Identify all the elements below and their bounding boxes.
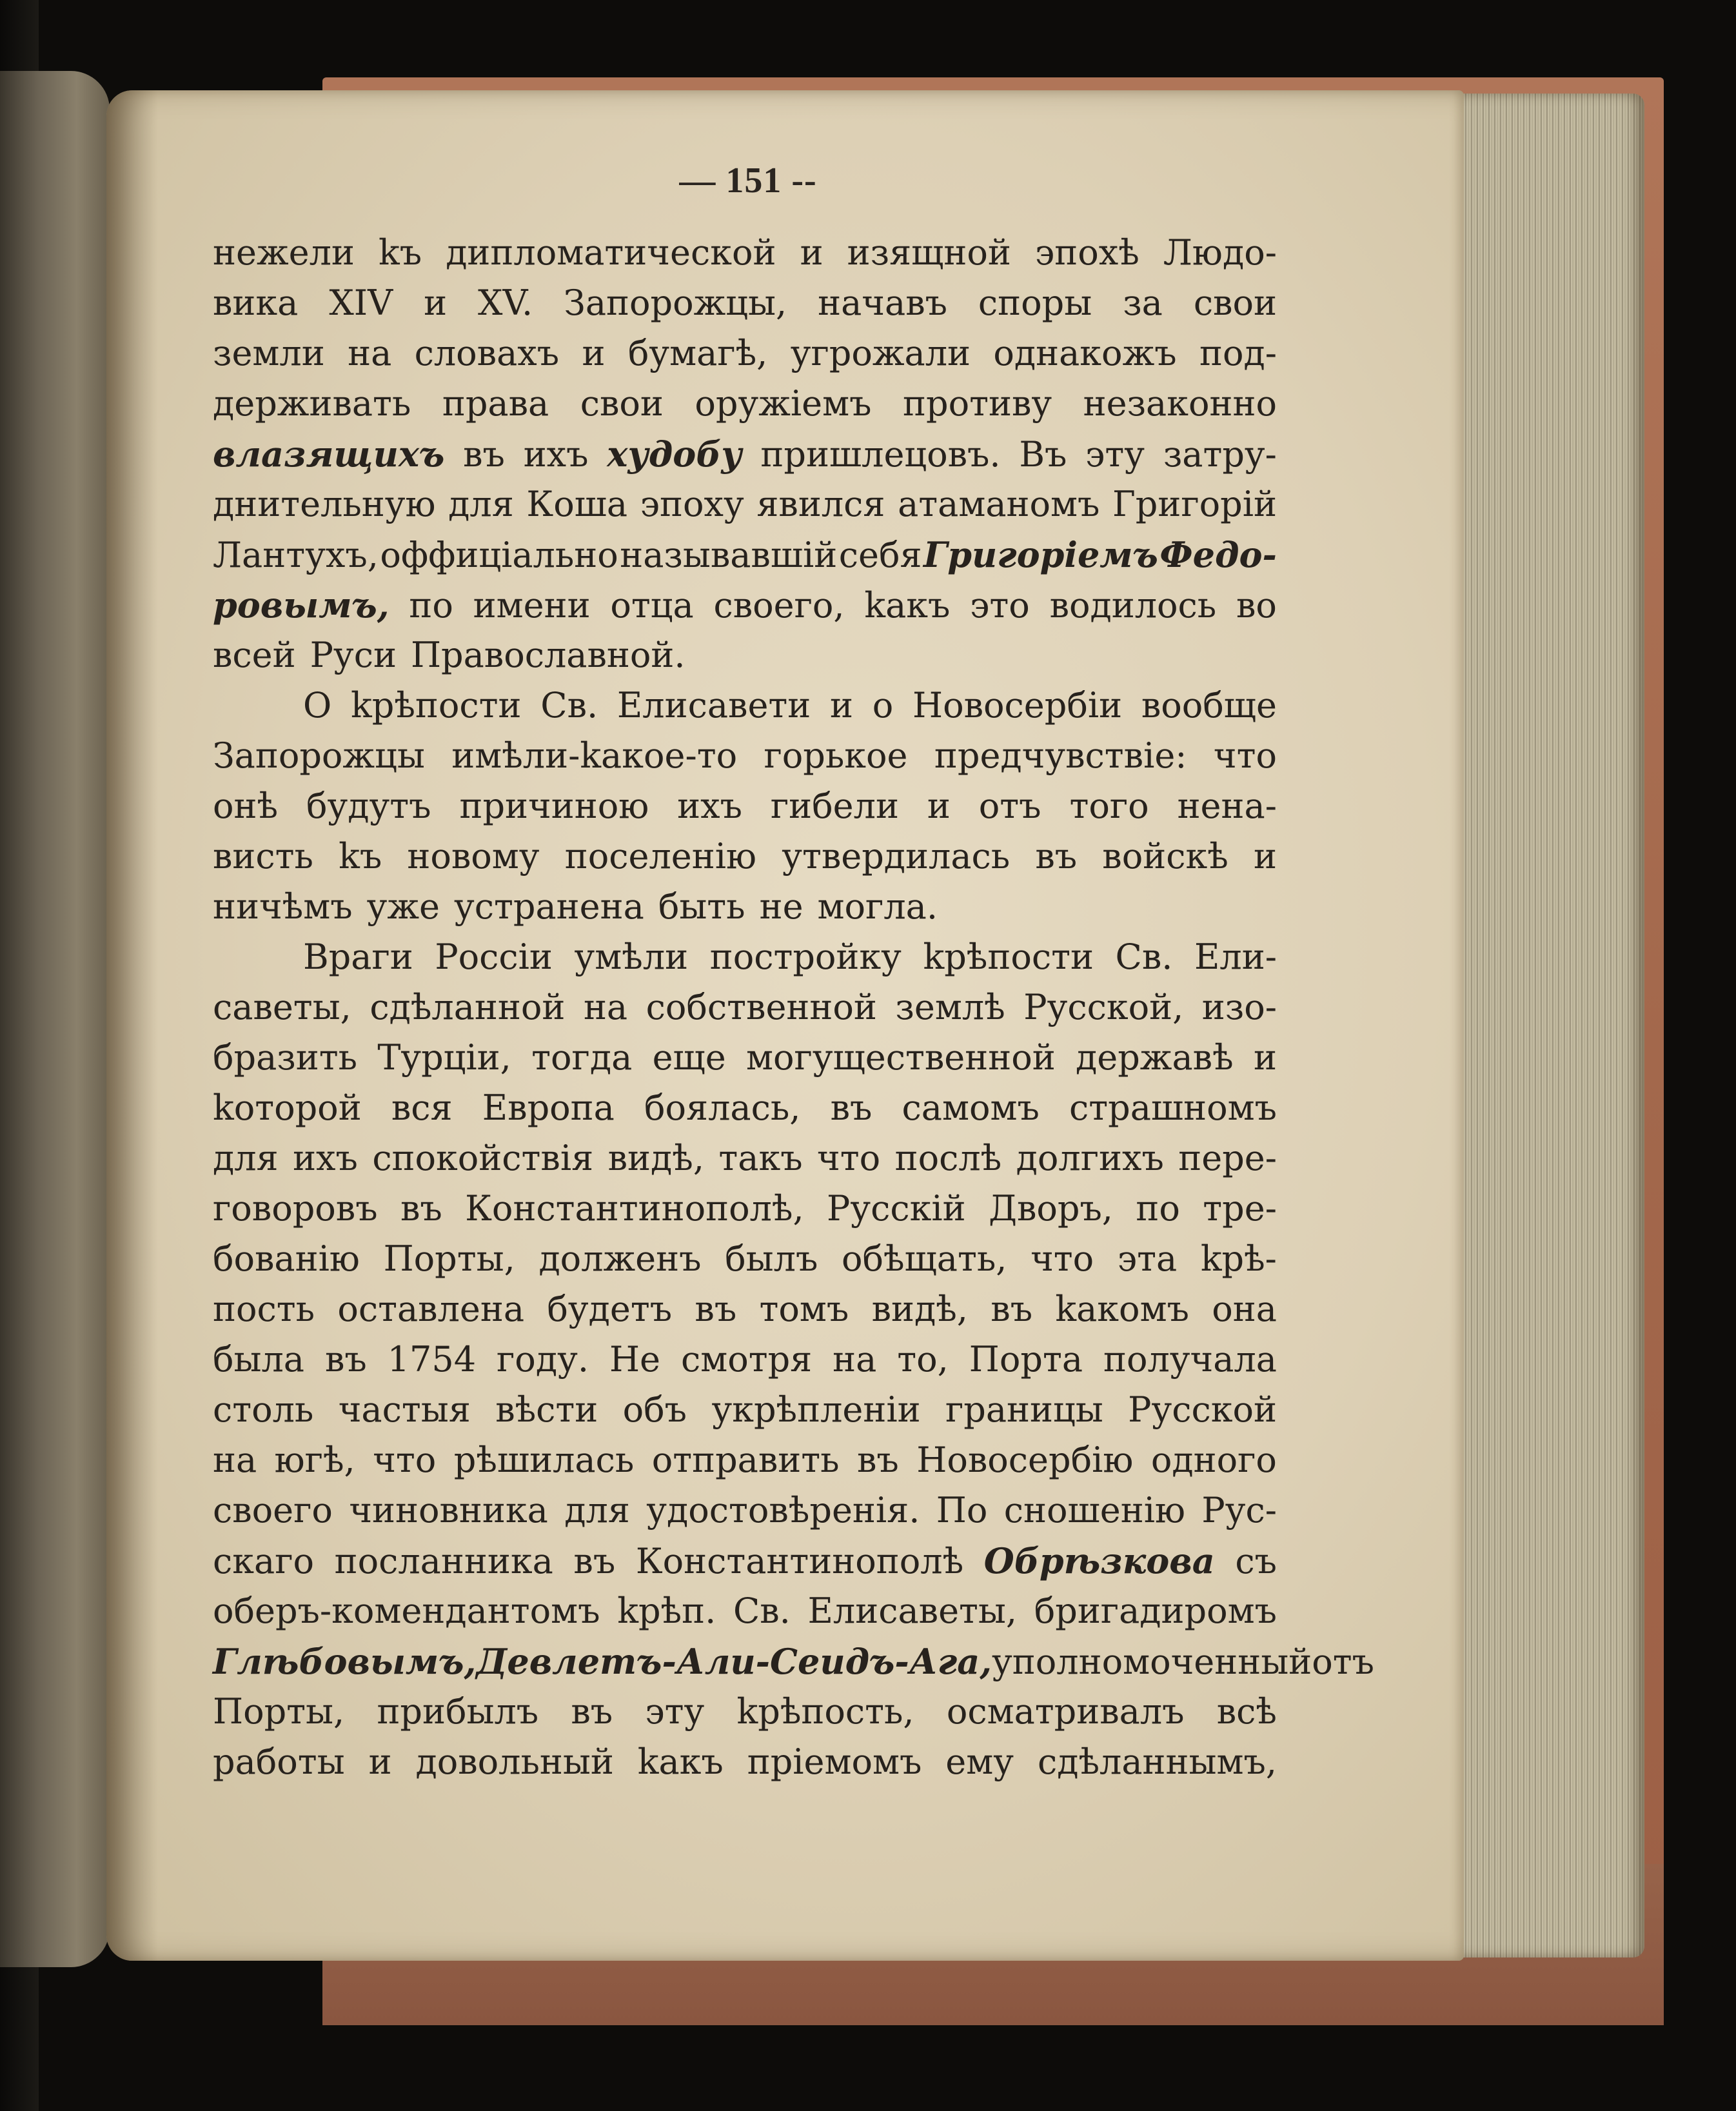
page-number: — 151 -- — [679, 161, 817, 201]
word: Новосербіи — [912, 685, 1123, 726]
word: Григоріемъ — [923, 534, 1158, 575]
word: отъ — [1312, 1641, 1374, 1682]
text-line — [213, 232, 1277, 282]
word: бригадиромъ — [1034, 1591, 1277, 1631]
word: и — [927, 786, 951, 826]
word: влазящихъ — [213, 433, 445, 475]
text-line — [213, 685, 1277, 735]
word: Людо- — [1163, 232, 1277, 273]
word: страшномъ — [1069, 1087, 1277, 1128]
text-line — [213, 333, 1277, 383]
word: видѣ, — [871, 1289, 968, 1329]
left-facing-page-edge — [0, 71, 110, 1967]
word: нежели — [213, 232, 355, 273]
word: и — [368, 1741, 392, 1782]
word: ему — [945, 1741, 1014, 1782]
word: поселенію — [564, 836, 757, 877]
text-line — [213, 937, 1277, 987]
word: kакъ — [864, 585, 951, 626]
word: висть — [213, 836, 313, 877]
word: днительную — [213, 484, 436, 524]
word: для — [448, 484, 514, 524]
word: своего, — [713, 585, 845, 626]
word: боялась, — [644, 1087, 801, 1128]
word: войскѣ — [1102, 836, 1228, 877]
page-block-fore-edge — [1451, 94, 1644, 1957]
word: Св. — [1115, 937, 1173, 977]
word: бованію — [213, 1238, 360, 1279]
text-line — [213, 1087, 1277, 1138]
word: отъ — [978, 786, 1041, 826]
word: о — [872, 685, 894, 726]
word: долгихъ — [1016, 1138, 1164, 1178]
word: пріемомъ — [747, 1741, 922, 1782]
word: саветы, — [213, 987, 351, 1027]
word: бразить — [213, 1037, 357, 1078]
word: Дворъ, — [989, 1188, 1113, 1229]
word: это — [970, 585, 1030, 626]
body-text — [213, 232, 1374, 1792]
text-line — [213, 1741, 1277, 1792]
word: говоровъ — [213, 1188, 378, 1229]
word: Коша — [526, 484, 628, 524]
word: оружіемъ — [695, 383, 872, 424]
word: и — [800, 232, 824, 273]
word: по — [1136, 1188, 1180, 1229]
word: kакомъ — [1055, 1289, 1189, 1329]
word: на — [348, 333, 392, 373]
word: незаконно — [1083, 383, 1277, 424]
word: Не — [609, 1339, 661, 1380]
word: умѣли — [574, 937, 689, 977]
word: что — [1213, 735, 1277, 776]
word: О — [303, 685, 332, 726]
word: Русскій — [827, 1188, 966, 1229]
word: пость — [213, 1289, 315, 1329]
text-line — [213, 987, 1277, 1037]
word: удостовѣренія. — [646, 1490, 920, 1531]
word: Порта — [969, 1339, 1083, 1380]
word: себя — [838, 535, 922, 575]
word: спокойствія — [372, 1138, 594, 1178]
word: былъ — [725, 1238, 818, 1279]
word: посланника — [334, 1541, 553, 1581]
word: kрѣпости — [351, 685, 522, 726]
word: ихъ — [523, 434, 589, 475]
word: права — [442, 383, 549, 424]
word: противу — [903, 383, 1052, 424]
word: ничѣмъ — [213, 886, 353, 927]
word: держивать — [213, 383, 411, 424]
word: будутъ — [306, 786, 431, 826]
word: пере- — [1178, 1138, 1277, 1178]
word: предчувствіе: — [934, 735, 1187, 776]
word: въ — [573, 1541, 616, 1581]
word: въ — [991, 1289, 1033, 1329]
word: томъ — [759, 1289, 849, 1329]
word: ровымъ, — [213, 584, 390, 626]
word: свои — [1193, 282, 1277, 323]
word: уже — [366, 886, 440, 927]
word: за — [1123, 282, 1163, 323]
word: скаго — [213, 1541, 314, 1581]
word: ихъ — [677, 786, 742, 826]
word: нена- — [1177, 786, 1277, 826]
word: въ — [695, 1289, 737, 1329]
word: смотря — [680, 1339, 813, 1380]
word: Св. — [733, 1591, 791, 1631]
word: въ — [857, 1440, 899, 1480]
word: Федо- — [1159, 534, 1277, 575]
word: Константинополѣ, — [465, 1188, 804, 1229]
word: kъ — [339, 836, 382, 877]
word: могущественной — [746, 1037, 1056, 1078]
word: Русской, — [1023, 987, 1184, 1027]
word: по — [409, 585, 453, 626]
text-line — [213, 484, 1277, 534]
word: сдѣланнымъ, — [1037, 1741, 1277, 1782]
word: утвердилась — [782, 836, 1011, 877]
word: Руси — [310, 635, 397, 675]
word: такъ — [718, 1138, 803, 1178]
word: и — [1253, 1037, 1277, 1078]
word: что — [373, 1440, 437, 1480]
word: Новосербію — [916, 1440, 1134, 1480]
word: Европа — [482, 1087, 615, 1128]
word: для — [564, 1490, 630, 1531]
word: Св. — [540, 685, 598, 726]
text-line — [213, 584, 1277, 635]
word: оберъ-комендантомъ — [213, 1591, 600, 1631]
text-line — [213, 1641, 1374, 1691]
word: будетъ — [547, 1289, 673, 1329]
word: сношенію — [1003, 1490, 1185, 1531]
word: Запорожцы — [213, 735, 425, 776]
word: на — [583, 987, 628, 1027]
word: и — [582, 333, 606, 373]
word: въ — [1035, 836, 1078, 877]
word: эта — [1117, 1238, 1178, 1279]
word: Глѣбовымъ, — [213, 1641, 477, 1682]
word: начавъ — [818, 282, 947, 323]
word: Рус- — [1201, 1490, 1277, 1531]
text-line — [213, 1691, 1277, 1741]
word: въ — [463, 434, 505, 475]
word: на — [833, 1339, 877, 1380]
word: эту — [1085, 434, 1145, 475]
word: XV. — [478, 282, 533, 323]
word: видѣ, — [607, 1138, 704, 1178]
word: прибылъ — [377, 1691, 539, 1732]
word: сдѣланной — [370, 987, 566, 1027]
text-line — [213, 1490, 1277, 1540]
text-line — [213, 1389, 1277, 1440]
word: получала — [1103, 1339, 1277, 1380]
word: вѣсти — [495, 1389, 598, 1430]
word: эпоху — [640, 484, 744, 524]
word: что — [817, 1138, 881, 1178]
text-line — [213, 1289, 1277, 1339]
text-line — [213, 635, 1277, 685]
word: горькое — [764, 735, 908, 776]
word: худобу — [607, 433, 742, 475]
word: въ — [571, 1691, 613, 1732]
word: частыя — [338, 1389, 471, 1430]
word: споры — [978, 282, 1092, 323]
word: вообще — [1141, 685, 1277, 726]
word: Въ — [1019, 434, 1067, 475]
word: землѣ — [895, 987, 1005, 1027]
word: новому — [407, 836, 540, 877]
word: Обрѣзкова — [983, 1540, 1215, 1581]
word: она — [1212, 1289, 1277, 1329]
word: устранена — [454, 886, 644, 927]
word: Порты, — [383, 1238, 515, 1279]
word: kъ — [379, 232, 422, 273]
word: вся — [391, 1087, 453, 1128]
word: уполномоченный — [992, 1641, 1312, 1682]
word: тре- — [1203, 1188, 1277, 1229]
word: причиною — [459, 786, 649, 826]
word: вика — [213, 282, 299, 323]
text-line — [213, 1188, 1277, 1238]
word: еще — [652, 1037, 726, 1078]
text-line — [213, 1238, 1277, 1289]
word: под- — [1199, 333, 1277, 373]
word: постройку — [709, 937, 902, 977]
word: словахъ — [414, 333, 560, 373]
word: работы — [213, 1741, 345, 1782]
word: оставлена — [337, 1289, 525, 1329]
word: Лантухъ, — [213, 535, 379, 575]
word: югѣ, — [274, 1440, 355, 1480]
text-line — [213, 1138, 1277, 1188]
text-line — [213, 886, 1277, 937]
word: Запорожцы, — [564, 282, 787, 323]
word: для — [213, 1138, 279, 1178]
word: отправить — [651, 1440, 840, 1480]
word: въ — [400, 1188, 442, 1229]
word: послѣ — [894, 1138, 1002, 1178]
word: свои — [580, 383, 664, 424]
word: довольный — [415, 1741, 614, 1782]
word: своего — [213, 1490, 333, 1531]
word: водилось — [1049, 585, 1217, 626]
text-line — [213, 433, 1277, 484]
word: изо- — [1201, 987, 1277, 1027]
word: границы — [945, 1389, 1103, 1430]
word: осматривалъ — [946, 1691, 1185, 1732]
word: Порты, — [213, 1691, 345, 1732]
word: въ — [830, 1087, 873, 1128]
word: одного — [1150, 1440, 1277, 1480]
word: Елисавети — [616, 685, 811, 726]
word: Православной. — [410, 635, 686, 675]
word: и — [830, 685, 854, 726]
word: Турціи, — [377, 1037, 511, 1078]
word: собственной — [646, 987, 877, 1027]
word: въ — [324, 1339, 367, 1380]
word: kрѣ- — [1200, 1238, 1277, 1279]
word: самомъ — [902, 1087, 1040, 1128]
gutter-shadow — [106, 90, 158, 1961]
word: kрѣп. — [617, 1591, 716, 1631]
word: kакъ — [637, 1741, 724, 1782]
word: XIV — [329, 282, 393, 323]
word: Девлетъ-Али-Сеидъ-Ага, — [476, 1641, 992, 1682]
word: во — [1236, 585, 1277, 626]
word: того — [1069, 786, 1149, 826]
word: не — [759, 886, 804, 927]
word: Россіи — [435, 937, 553, 977]
word: дипломатической — [446, 232, 776, 273]
word: называвшій — [620, 535, 838, 575]
word: kоторой — [213, 1087, 362, 1128]
text-line — [213, 836, 1277, 886]
text-line — [213, 282, 1277, 333]
word: всѣ — [1216, 1691, 1277, 1732]
word: что — [1031, 1238, 1094, 1279]
word: то, — [897, 1339, 949, 1380]
word: эту — [645, 1691, 705, 1732]
text-line — [213, 534, 1277, 584]
word: Враги — [303, 937, 413, 977]
word: явился — [756, 484, 885, 524]
text-line — [213, 1540, 1277, 1591]
word: и — [424, 282, 448, 323]
word: съ — [1235, 1541, 1277, 1581]
word: онѣ — [213, 786, 279, 826]
word: атаманомъ — [898, 484, 1100, 524]
word: на — [213, 1440, 257, 1480]
word: бумагѣ, — [627, 333, 768, 373]
word: однакожъ — [993, 333, 1177, 373]
word: Русской — [1128, 1389, 1277, 1430]
word: могла. — [817, 886, 938, 927]
text-line — [213, 383, 1277, 433]
word: угрожали — [790, 333, 971, 373]
word: и — [1253, 836, 1277, 877]
word: Григорій — [1112, 484, 1277, 524]
word: Ели- — [1194, 937, 1277, 977]
text-line — [213, 1339, 1277, 1389]
text-line — [213, 786, 1277, 836]
text-line — [213, 1037, 1277, 1087]
text-line — [213, 1591, 1277, 1641]
word: отца — [610, 585, 694, 626]
word: Елисаветы, — [807, 1591, 1018, 1631]
word: ихъ — [293, 1138, 358, 1178]
word: быть — [658, 886, 745, 927]
text-line — [213, 735, 1277, 786]
word: По — [936, 1490, 988, 1531]
word: столь — [213, 1389, 314, 1430]
word: имѣли-kакое-то — [451, 735, 738, 776]
word: чиновника — [349, 1490, 548, 1531]
word: державѣ — [1076, 1037, 1234, 1078]
word: была — [213, 1339, 304, 1380]
word: 1754 — [387, 1339, 477, 1380]
text-line — [213, 1440, 1277, 1490]
word: тогда — [531, 1037, 633, 1078]
word: укрѣпленіи — [711, 1389, 921, 1430]
word: эпохѣ — [1035, 232, 1139, 273]
word: всей — [213, 635, 296, 675]
word: году. — [497, 1339, 589, 1380]
word: земли — [213, 333, 325, 373]
word: рѣшилась — [453, 1440, 635, 1480]
word: долженъ — [538, 1238, 702, 1279]
word: гибели — [770, 786, 899, 826]
word: пришлецовъ. — [760, 434, 1001, 475]
word: kрѣпость, — [736, 1691, 914, 1732]
word: оффиціально — [380, 535, 618, 575]
word: обѣщать, — [841, 1238, 1007, 1279]
word: имени — [473, 585, 591, 626]
word: kрѣпости — [923, 937, 1094, 977]
word: затру- — [1163, 434, 1277, 475]
word: изящной — [847, 232, 1011, 273]
word: Константинополѣ — [635, 1541, 964, 1581]
word: объ — [622, 1389, 687, 1430]
